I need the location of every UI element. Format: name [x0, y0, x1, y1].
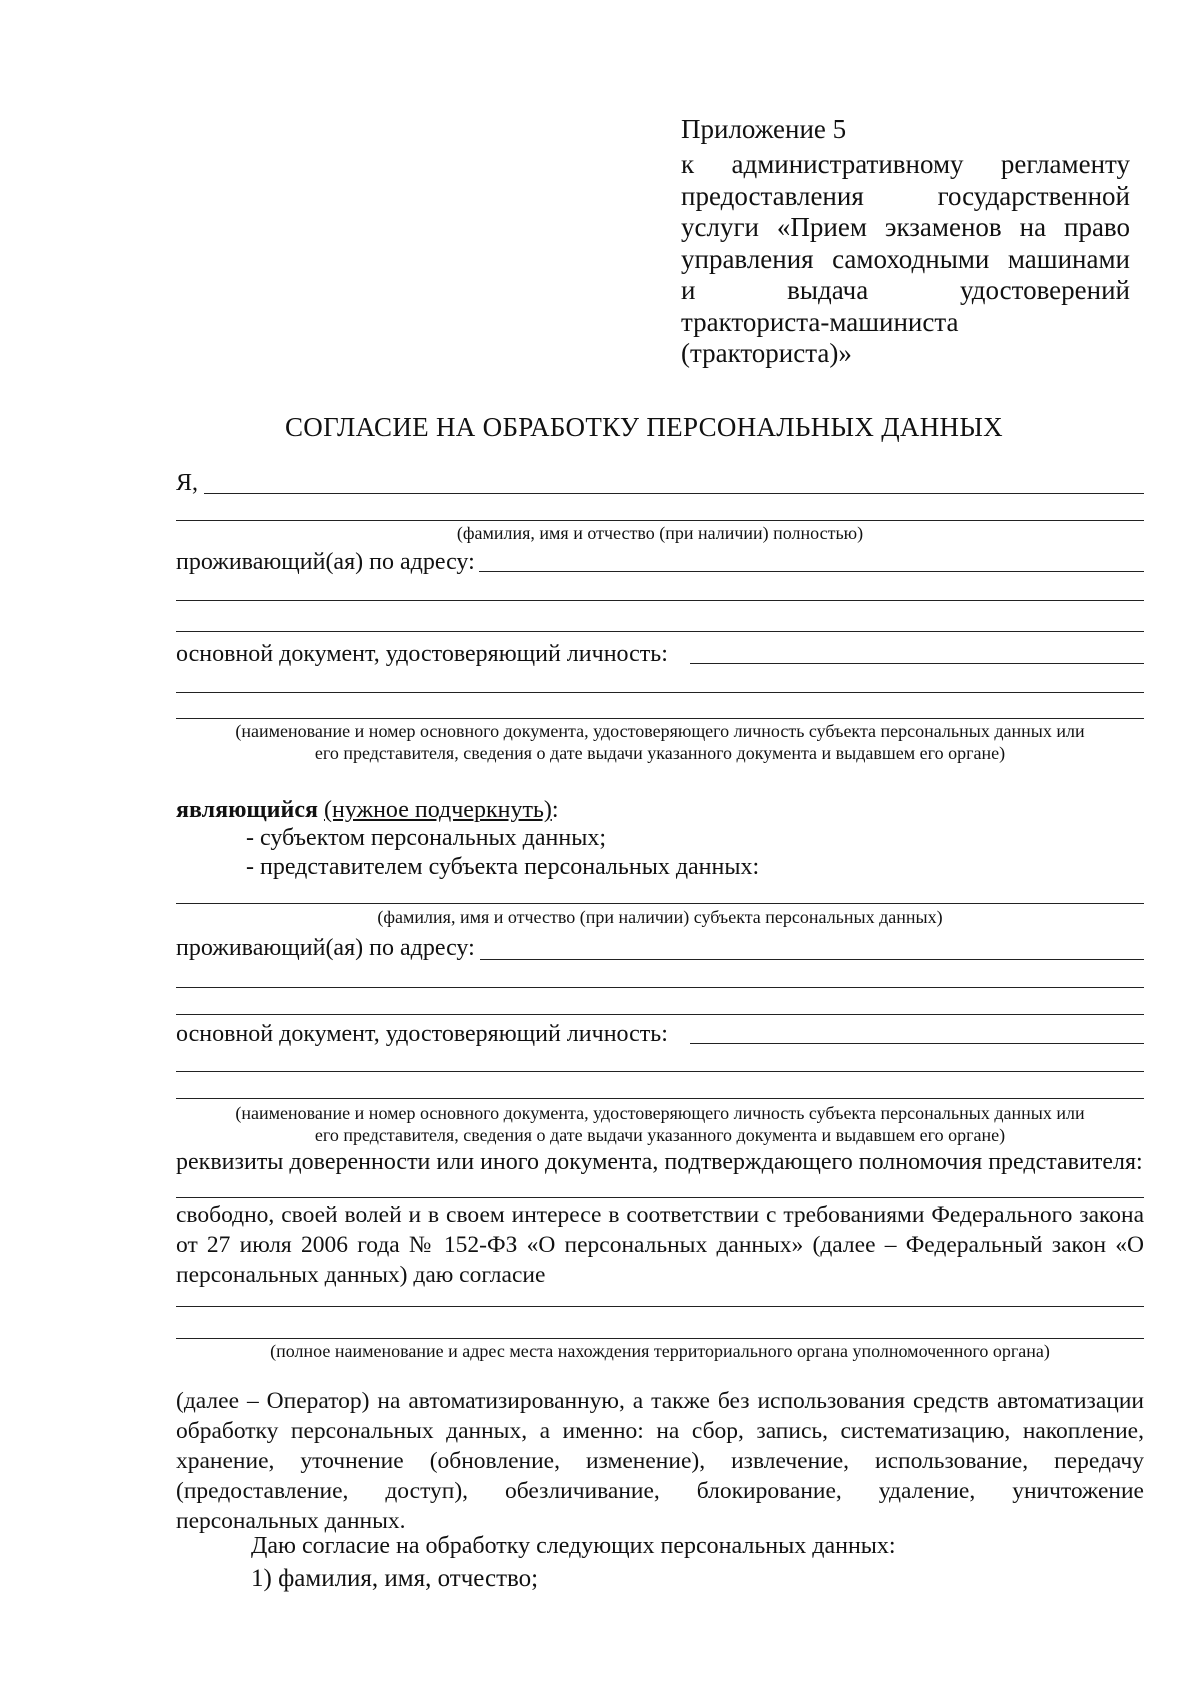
- annex-line: и выдача удостоверений: [681, 275, 1130, 305]
- i-label: Я,: [176, 470, 199, 496]
- consent-paragraph: [176, 1200, 1144, 1290]
- rep-id-doc-fill-line-2[interactable]: [176, 1071, 1144, 1072]
- consent-line: от 27 июля 2006 года № 152-ФЗ «О персональных данных» (далее – Федеральный закон «О: [176, 1232, 1144, 1258]
- address-label: проживающий(ая) по адресу:: [176, 549, 475, 575]
- operator-line: хранение, уточнение (обновление, изменение), извлечение, использование, передачу: [176, 1448, 1144, 1474]
- list-item: 1) фамилия, имя, отчество;: [251, 1565, 539, 1592]
- power-of-attorney-fill-line[interactable]: [176, 1197, 1144, 1198]
- rep-name-caption: (фамилия, имя и отчество (при наличии) субъекта персональных данных): [377, 907, 943, 927]
- rep-id-doc-caption-line1: (наименование и номер основного документа, удостоверяющего личность субъекта персональных данных или: [235, 1103, 1085, 1123]
- annex-line: услуги «Прием экзаменов на право: [681, 212, 1130, 242]
- operator-line: обработку персональных данных, а именно: на сбор, запись, систематизацию, накопление,: [176, 1418, 1144, 1444]
- id-doc-caption-line2: его представителя, сведения о дате выдачи указанного документа и выдавшем его органе): [314, 743, 1006, 763]
- rep-id-doc-fill-line[interactable]: [690, 1043, 1144, 1044]
- list-intro: Даю согласие на обработку следующих персональных данных:: [251, 1533, 896, 1559]
- rep-id-doc-fill-line-3[interactable]: [176, 1098, 1144, 1099]
- id-doc-caption-line1: (наименование и номер основного документа, удостоверяющего личность субъекта персональных данных или: [235, 721, 1085, 741]
- rep-address-label: проживающий(ая) по адресу:: [176, 935, 475, 961]
- rep-address-fill-line-3[interactable]: [176, 1014, 1144, 1015]
- annex-line: предоставления государственной: [681, 180, 1130, 211]
- status-label-bold: являющийся: [176, 797, 318, 823]
- annex-title: Приложение 5: [681, 114, 847, 144]
- consent-line: свободно, своей волей и в своем интересе в соответствии с требованиями Федерального закона: [176, 1202, 1144, 1228]
- address-fill-line-2[interactable]: [176, 600, 1144, 601]
- id-doc-label: основной документ, удостоверяющий личность:: [176, 641, 668, 667]
- id-doc-fill-line[interactable]: [690, 663, 1144, 664]
- operator-paragraph: [176, 1386, 1144, 1536]
- rep-address-fill-line[interactable]: [480, 959, 1144, 960]
- status-colon: :: [551, 797, 559, 823]
- annex-line: к административному регламенту: [681, 149, 1130, 179]
- name-fill-line-2[interactable]: [176, 520, 1144, 521]
- annex-line: тракториста-машиниста: [681, 306, 959, 337]
- rep-name-fill-line[interactable]: [176, 903, 1144, 904]
- rep-id-doc-caption-line2: его представителя, сведения о дате выдачи указанного документа и выдавшем его органе): [314, 1125, 1006, 1145]
- operator-caption: (полное наименование и адрес места нахождения территориального органа уполномоченного органа): [270, 1341, 1050, 1361]
- power-of-attorney-label: реквизиты доверенности или иного документа, подтверждающего полномочия представителя:: [176, 1149, 1143, 1175]
- name-fill-line[interactable]: [204, 493, 1144, 494]
- annex-line: (тракториста)»: [681, 338, 852, 368]
- status-label: [176, 797, 559, 824]
- id-doc-fill-line-2[interactable]: [176, 692, 1144, 693]
- document-title: СОГЛАСИЕ НА ОБРАБОТКУ ПЕРСОНАЛЬНЫХ ДАННЫХ: [285, 412, 1003, 442]
- operator-fill-line-2[interactable]: [176, 1338, 1144, 1339]
- rep-address-fill-line-2[interactable]: [176, 987, 1144, 988]
- address-fill-line-3[interactable]: [176, 631, 1144, 632]
- rep-id-doc-label: основной документ, удостоверяющий личность:: [176, 1021, 668, 1047]
- annex-reference: [681, 149, 1130, 370]
- id-doc-fill-line-3[interactable]: [176, 718, 1144, 719]
- operator-line: (предоставление, доступ), обезличивание, блокирование, удаление, уничтожение: [176, 1478, 1144, 1504]
- status-hint: (нужное подчеркнуть): [323, 797, 552, 823]
- address-fill-line[interactable]: [479, 571, 1144, 572]
- operator-line: (далее – Оператор) на автоматизированную, а также без использования средств автоматизации: [176, 1388, 1144, 1414]
- status-option-subject[interactable]: - субъектом персональных данных;: [246, 825, 607, 851]
- annex-line: управления самоходными машинами: [681, 243, 1130, 274]
- name-caption: (фамилия, имя и отчество (при наличии) полностью): [456, 523, 864, 543]
- consent-line: персональных данных) даю согласие: [176, 1262, 546, 1288]
- operator-line: персональных данных.: [176, 1508, 406, 1534]
- operator-fill-line[interactable]: [176, 1306, 1144, 1307]
- status-option-representative[interactable]: - представителем субъекта персональных данных:: [246, 854, 760, 880]
